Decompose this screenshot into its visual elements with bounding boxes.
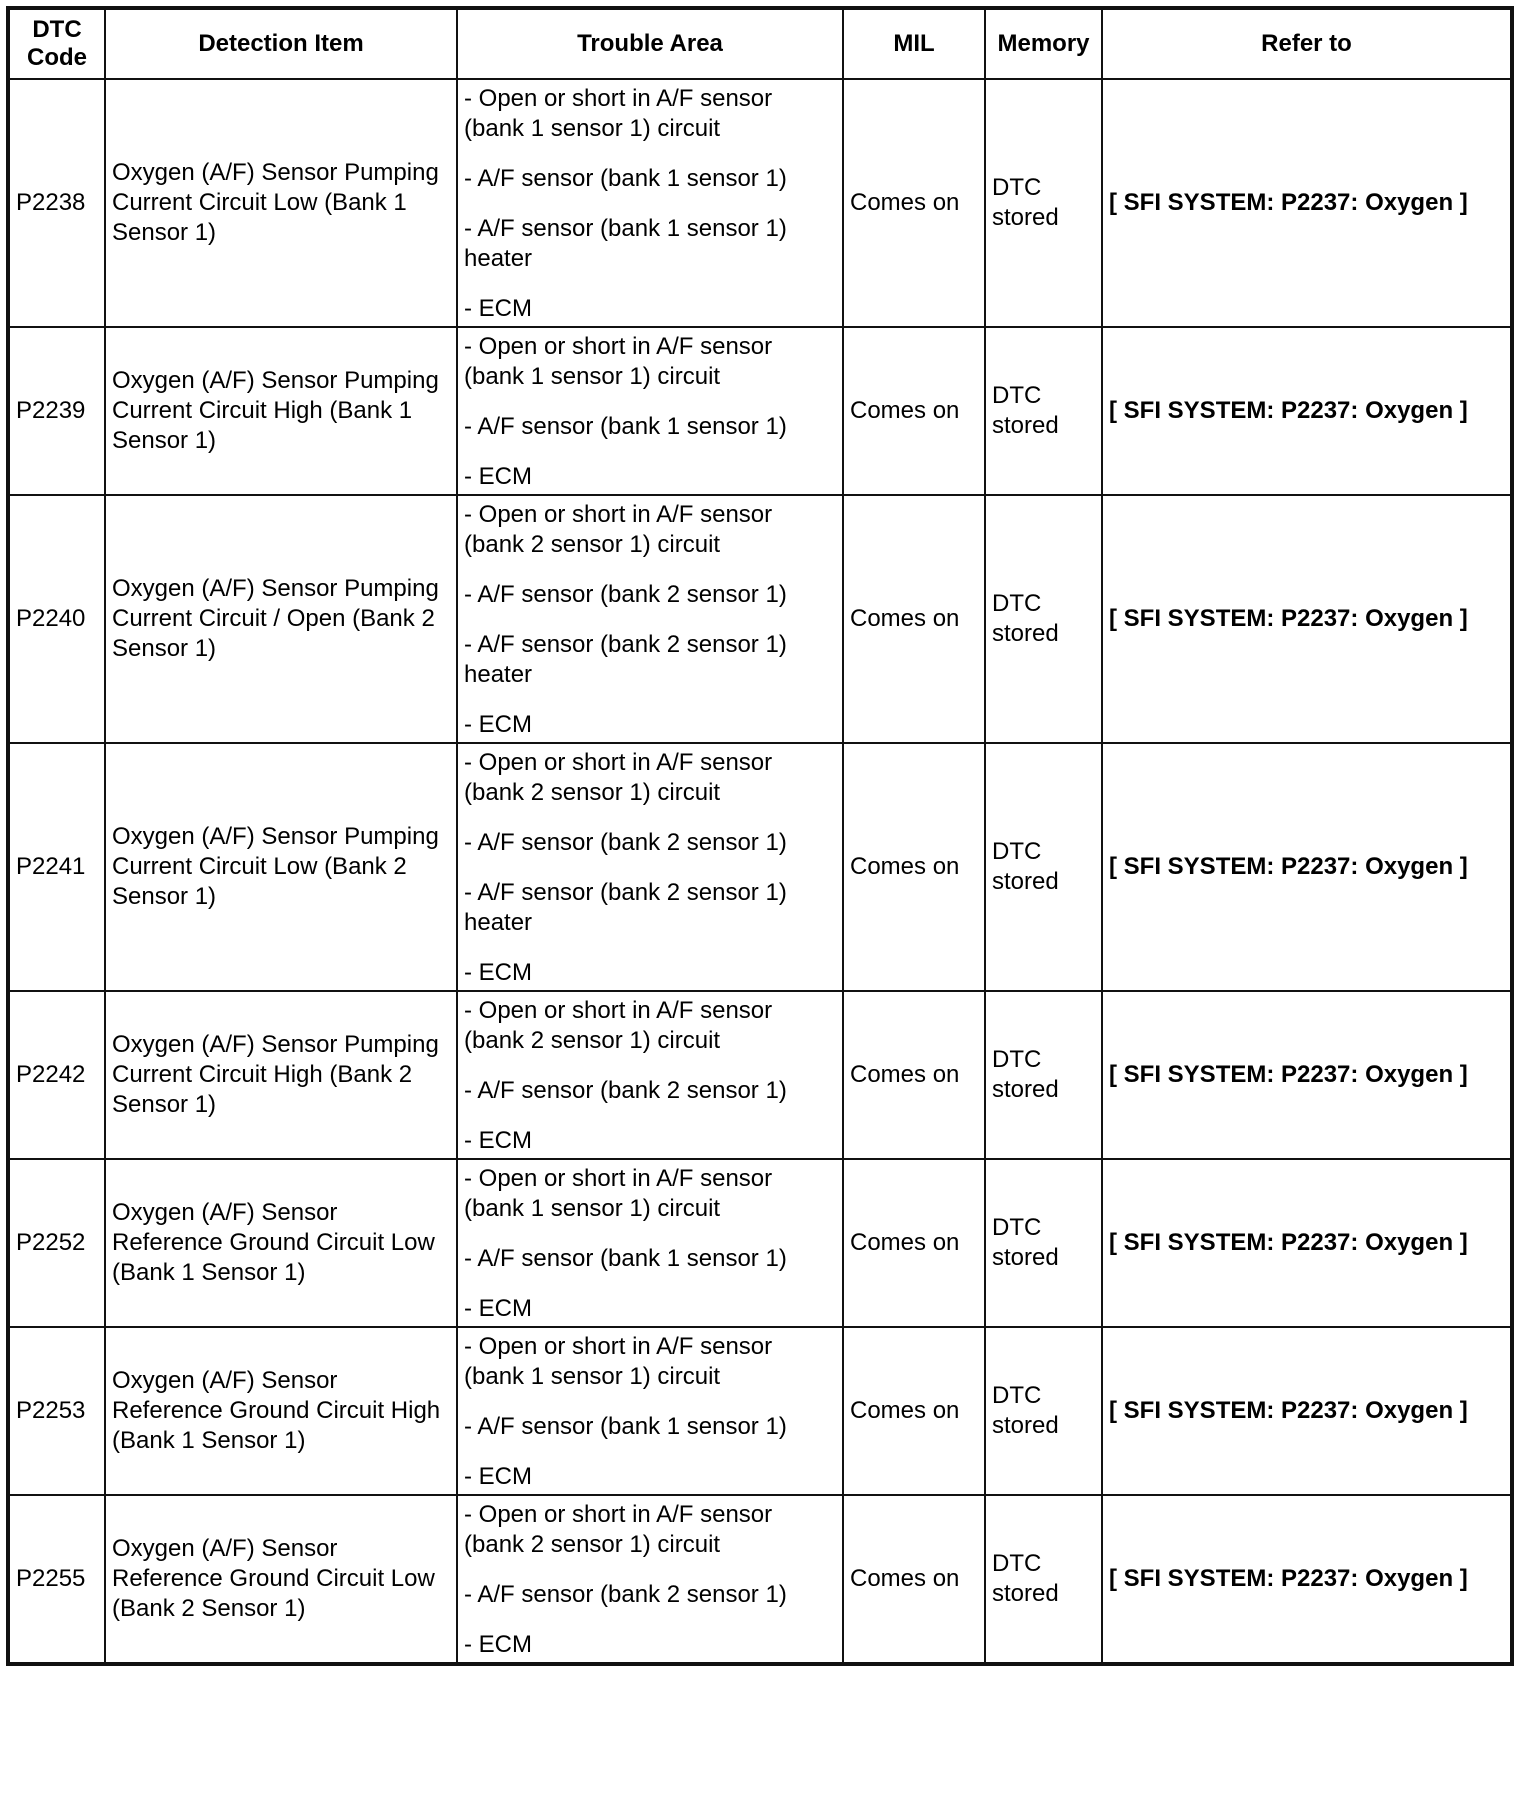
trouble-area-line: - A/F sensor (bank 2 sensor 1) heater (464, 631, 787, 688)
trouble-area-line: - Open or short in A/F sensor (bank 1 sensor 1) circuit (464, 1333, 773, 1390)
trouble-area-cell (457, 327, 843, 495)
dtc-code-cell: P2242 (8, 991, 105, 1159)
mil-cell: Comes on (843, 1327, 985, 1495)
detection-item-cell: Oxygen (A/F) Sensor Reference Ground Circuit Low (Bank 1 Sensor 1) (105, 1159, 457, 1327)
header-mil: MIL (843, 8, 985, 79)
refer-to-link[interactable]: [ SFI SYSTEM: P2237: Oxygen ] (1102, 743, 1512, 991)
refer-to-link[interactable]: [ SFI SYSTEM: P2237: Oxygen ] (1102, 991, 1512, 1159)
header-memory: Memory (985, 8, 1102, 79)
trouble-area-line: - Open or short in A/F sensor (bank 2 sensor 1) circuit (464, 1501, 773, 1558)
detection-item-cell: Oxygen (A/F) Sensor Reference Ground Circuit Low (Bank 2 Sensor 1) (105, 1495, 457, 1664)
trouble-area-line: - Open or short in A/F sensor (bank 1 sensor 1) circuit (464, 333, 773, 390)
memory-cell: DTC stored (985, 495, 1102, 743)
mil-cell: Comes on (843, 327, 985, 495)
mil-cell: Comes on (843, 79, 985, 327)
trouble-area-line: - ECM (464, 1631, 532, 1658)
trouble-area-cell (457, 743, 843, 991)
table-row (8, 743, 1512, 991)
table-row (8, 1327, 1512, 1495)
trouble-area-cell (457, 991, 843, 1159)
refer-to-link[interactable]: [ SFI SYSTEM: P2237: Oxygen ] (1102, 79, 1512, 327)
trouble-area-line: - A/F sensor (bank 1 sensor 1) (464, 1413, 787, 1440)
trouble-area-line: - Open or short in A/F sensor (bank 2 sensor 1) circuit (464, 501, 773, 558)
mil-cell: Comes on (843, 1159, 985, 1327)
trouble-area-line: - A/F sensor (bank 2 sensor 1) (464, 1581, 787, 1608)
mil-cell: Comes on (843, 1495, 985, 1664)
refer-to-link[interactable]: [ SFI SYSTEM: P2237: Oxygen ] (1102, 495, 1512, 743)
mil-cell: Comes on (843, 495, 985, 743)
refer-to-link[interactable]: [ SFI SYSTEM: P2237: Oxygen ] (1102, 1159, 1512, 1327)
memory-cell: DTC stored (985, 743, 1102, 991)
mil-cell: Comes on (843, 743, 985, 991)
refer-to-link[interactable]: [ SFI SYSTEM: P2237: Oxygen ] (1102, 327, 1512, 495)
trouble-area-line: - A/F sensor (bank 1 sensor 1) (464, 1245, 787, 1272)
trouble-area-line: - A/F sensor (bank 2 sensor 1) (464, 1077, 787, 1104)
trouble-area-line: - A/F sensor (bank 2 sensor 1) (464, 829, 787, 856)
trouble-area-line: - ECM (464, 1127, 532, 1154)
trouble-area-line: - A/F sensor (bank 1 sensor 1) heater (464, 215, 787, 272)
table-body (8, 79, 1512, 1664)
header-refer-to: Refer to (1102, 8, 1512, 79)
refer-to-link[interactable]: [ SFI SYSTEM: P2237: Oxygen ] (1102, 1327, 1512, 1495)
memory-cell: DTC stored (985, 1159, 1102, 1327)
trouble-area-line: - ECM (464, 711, 532, 738)
trouble-area-line: - A/F sensor (bank 1 sensor 1) (464, 165, 787, 192)
detection-item-cell: Oxygen (A/F) Sensor Pumping Current Circuit Low (Bank 1 Sensor 1) (105, 79, 457, 327)
detection-item-cell: Oxygen (A/F) Sensor Pumping Current Circuit / Open (Bank 2 Sensor 1) (105, 495, 457, 743)
trouble-area-line: - Open or short in A/F sensor (bank 2 sensor 1) circuit (464, 749, 773, 806)
trouble-area-line: - A/F sensor (bank 2 sensor 1) heater (464, 879, 787, 936)
trouble-area-cell (457, 1495, 843, 1664)
header-detection-item: Detection Item (105, 8, 457, 79)
header-trouble-area: Trouble Area (457, 8, 843, 79)
refer-to-link[interactable]: [ SFI SYSTEM: P2237: Oxygen ] (1102, 1495, 1512, 1664)
trouble-area-line: - ECM (464, 1463, 532, 1490)
dtc-code-cell: P2255 (8, 1495, 105, 1664)
memory-cell: DTC stored (985, 79, 1102, 327)
trouble-area-cell (457, 1327, 843, 1495)
dtc-code-cell: P2239 (8, 327, 105, 495)
trouble-area-cell (457, 495, 843, 743)
detection-item-cell: Oxygen (A/F) Sensor Pumping Current Circuit High (Bank 2 Sensor 1) (105, 991, 457, 1159)
header-row (8, 8, 1512, 79)
table-row (8, 991, 1512, 1159)
trouble-area-line: - A/F sensor (bank 1 sensor 1) (464, 413, 787, 440)
trouble-area-cell (457, 79, 843, 327)
table-row (8, 495, 1512, 743)
detection-item-cell: Oxygen (A/F) Sensor Pumping Current Circuit High (Bank 1 Sensor 1) (105, 327, 457, 495)
dtc-code-cell: P2240 (8, 495, 105, 743)
header-dtc-code: DTC Code (8, 8, 105, 79)
dtc-code-cell: P2253 (8, 1327, 105, 1495)
dtc-code-cell: P2241 (8, 743, 105, 991)
trouble-area-line: - ECM (464, 1295, 532, 1322)
trouble-area-cell (457, 1159, 843, 1327)
trouble-area-line: - A/F sensor (bank 2 sensor 1) (464, 581, 787, 608)
mil-cell: Comes on (843, 991, 985, 1159)
trouble-area-line: - Open or short in A/F sensor (bank 2 sensor 1) circuit (464, 997, 773, 1054)
table-row (8, 1495, 1512, 1664)
trouble-area-line: - ECM (464, 463, 532, 490)
trouble-area-line: - ECM (464, 959, 532, 986)
dtc-code-cell: P2252 (8, 1159, 105, 1327)
table-row (8, 1159, 1512, 1327)
detection-item-cell: Oxygen (A/F) Sensor Pumping Current Circuit Low (Bank 2 Sensor 1) (105, 743, 457, 991)
table-row (8, 79, 1512, 327)
detection-item-cell: Oxygen (A/F) Sensor Reference Ground Circuit High (Bank 1 Sensor 1) (105, 1327, 457, 1495)
memory-cell: DTC stored (985, 327, 1102, 495)
memory-cell: DTC stored (985, 1327, 1102, 1495)
trouble-area-line: - Open or short in A/F sensor (bank 1 sensor 1) circuit (464, 1165, 773, 1222)
memory-cell: DTC stored (985, 1495, 1102, 1664)
dtc-code-cell: P2238 (8, 79, 105, 327)
trouble-area-line: - ECM (464, 295, 532, 322)
table-row (8, 327, 1512, 495)
trouble-area-line: - Open or short in A/F sensor (bank 1 sensor 1) circuit (464, 85, 773, 142)
dtc-table (6, 6, 1514, 1666)
memory-cell: DTC stored (985, 991, 1102, 1159)
